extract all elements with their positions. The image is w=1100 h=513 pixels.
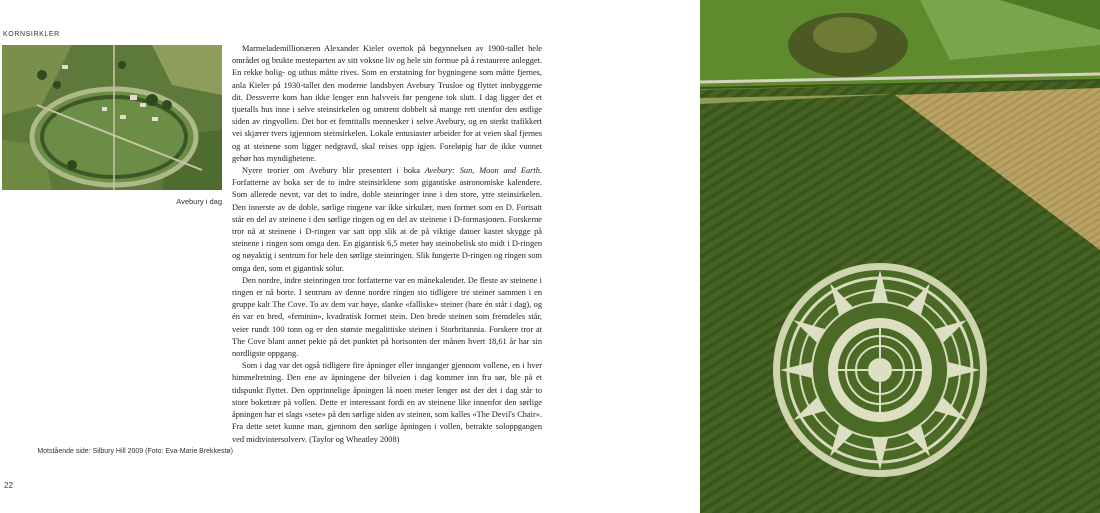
avebury-aerial-photo xyxy=(2,45,222,190)
book-title: Avebury: Sun, Moon and Earth xyxy=(424,166,540,176)
section-header: KORNSIRKLER xyxy=(3,31,60,38)
paragraph-2-lead: Nyere teorier om Avebury blir presentert i boka xyxy=(242,166,425,176)
article-body xyxy=(232,43,542,446)
paragraph-1: Marmelademillionæren Alexander Kieler overtok på begynnelsen av 1900-tallet hele området og brukte mesteparten av sitt voksne liv og hele sin formue på å restaurere anlegget. En rekke bolig- og uthus måtte rives. Som en erstatning for bygningene som måtte fjernes, anla Kieler på 1930-tallet den moderne landsbyen Avebury Trusloe og flyttet innbyggerne dit. Dessverre kom han ikke lenger enn halvveis før pengene tok slutt. I dag ligger det et tjuetalls hus inne i selve steinsirkelen og omtrent dobbelt så mange rett utenfor den østlige siden av ringvollen. Det bor et femtitalls mennesker i selve Avebury, og en sterkt trafikkert vei skjærer tvers igjennom steinsirkelen. Lokale entusiaster arbeider for at veien skal fjernes og at steinene som ligger nedgravd, skal reises opp igjen. Foreløpig har de ikke vunnet gehør hos myndighetene. xyxy=(232,44,543,163)
crop-circle-photo xyxy=(700,0,1100,513)
paragraph-2 xyxy=(232,165,542,275)
crop-circle-formation xyxy=(773,263,987,477)
paragraph-2-rest: . Forfatterne av boka ser de to indre steinsirklene som gigantiske astronomiske kalendere. Som allerede nevnt, var det to indre, doble steinringer inne i den store, ytre steinsirkelen. Den innerste av de doble, sørlige ringene var ikke sirkulær, men formet som en D. Fortsatt står en del av steinene i den sørlige ringen og en del av steinene i D-formasjonen. Forskerne tror nå at steinene i D-ringen var satt opp slik at de på viktige datoer kastet skygge på steinene i ringen som omga den. En gigantisk 6,5 meter høy steinobelisk sto midt i D-ringen og nøyaktig i sentrum for hele den sørlige steinringen. Slik fungerte D-ringen og ringen som omga den, som et gigantisk solur. xyxy=(232,166,542,273)
photo-caption-opposite: Motstående side: Silbury Hill 2009 (Foto: Eva-Marie Brekkestø) xyxy=(37,448,233,455)
page-number: 22 xyxy=(4,481,13,490)
crop-circle-illustration xyxy=(700,0,1100,513)
paragraph-3: Den nordre, indre steinringen tror forfatterne var en månekalender. De fleste av steinene i ringen er nå borte. I sentrum av denne nordre ringen sto tidligere tre steiner sammen i en gruppe kalt The Cove. To av dem var høye, slanke «falliske» steiner (bare én står i dag), og én var en bred, «feminin», kvadratisk formet stein. Den brede steinen som fremdeles står, veier rundt 100 tonn og er den største megalittiske steinen i Storbritannia. Forskere tror at The Cove blant annet pekte på det punktet på horisonten der månen hvert 18,61 år har sin nordligste oppgang. xyxy=(232,275,542,359)
photo-caption-avebury: Avebury i dag xyxy=(176,197,222,206)
paragraph-4: Som i dag var det også tidligere fire åpninger eller innganger gjennom vollene, en i hver himmelretning. Den ene av åpningene der bilveien i dag kommer inn fra sør, ble på et tidspunkt flyttet. Den opprinnelige åpningen lå noen meter lenger øst der det i dag står to store boketrær på vollen. Dette er interessant fordi en av steinene like innenfor den sørlige åpningen har et slags «sete» på den sørlige siden av steinen, som kalles «The Devil's Chair». Fra dette setet kunne man, gjennom den sørlige åpningen i vollen, betrakte soloppgangen ved midtvintersolverv. (Taylor og Wheatley 2008) xyxy=(232,361,542,444)
avebury-aerial-illustration xyxy=(2,45,222,190)
